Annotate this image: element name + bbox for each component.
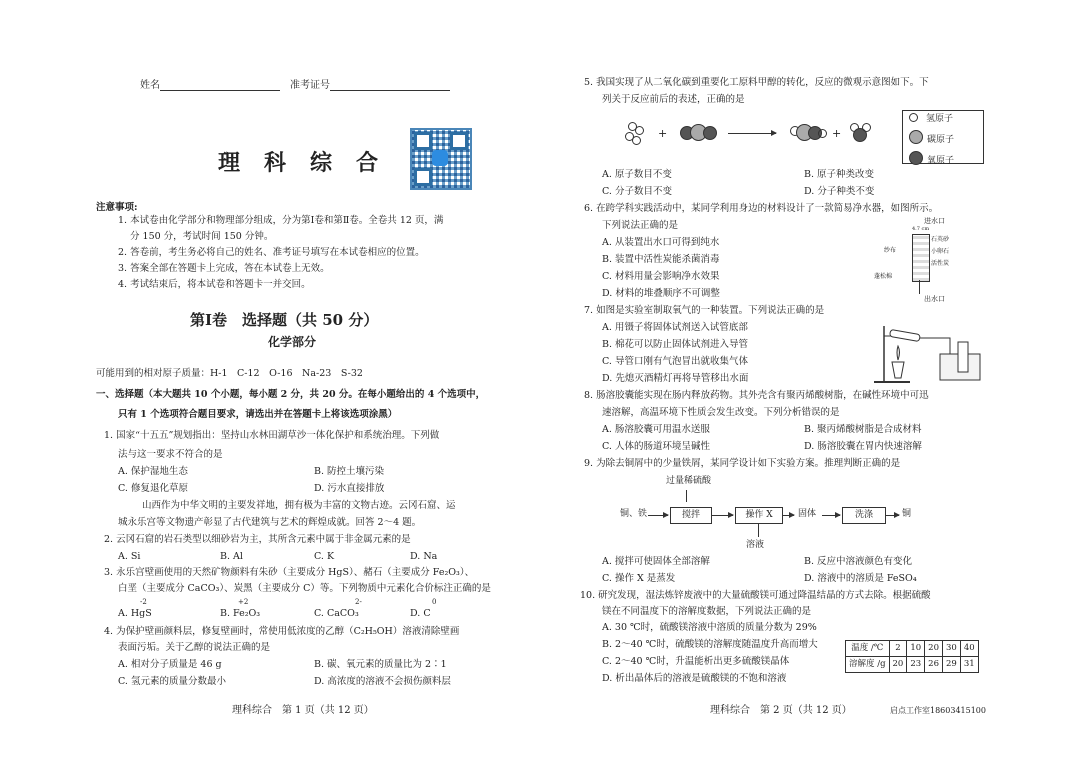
q7-option-c: C. 导管口刚有气泡冒出就收集气体: [602, 356, 748, 367]
q3-option-c: C. CaCO₃: [314, 608, 359, 619]
q8-option-a: A. 肠溶胶囊可用温水送服: [602, 424, 710, 435]
q4-option-d: D. 高浓度的溶液不会损伤颜料层: [314, 676, 451, 687]
passage-2: 城永乐宫等文物遗产彰显了古代建筑与艺术的辉煌成就。回答 2～4 题。: [118, 517, 422, 528]
q2-option-c: C. K: [314, 551, 335, 562]
q8-option-d: D. 肠溶胶囊在胃内快速溶解: [804, 441, 922, 452]
filter-column: [912, 234, 930, 282]
q8-stem-2: 速溶解，高温环境下性质会发生改变。下列分析错误的是: [602, 407, 840, 418]
q1-option-c: C. 修复退化草原: [118, 483, 188, 494]
q10-option-b: B. 2～40 ℃时，硫酸镁的溶解度随温度升高而增大: [602, 639, 818, 650]
q10-option-d: D. 析出晶体后的溶液是硫酸镁的不饱和溶液: [602, 673, 787, 684]
name-line: [160, 80, 280, 91]
flow-reagent-label: 过量稀硫酸: [666, 476, 712, 486]
notice-4: 4. 考试结束后，将本试卷和答题卡一并交回。: [118, 279, 311, 290]
plus-icon: +: [832, 127, 842, 140]
q10-option-a: A. 30 ℃时，硫酸镁溶液中溶质的质量分数为 29%: [602, 622, 817, 633]
q4-option-c: C. 氢元素的质量分数最小: [118, 676, 226, 687]
oxygen-apparatus-figure: [870, 322, 985, 384]
q2-stem: 2. 云冈石窟的岩石类型以细砂岩为主，其所含元素中属于非金属元素的是: [104, 534, 411, 545]
qr-corner: [450, 132, 468, 150]
q9-option-d: D. 溶液中的溶质是 FeSO₄: [804, 573, 917, 584]
layer-quartz-label: 石英砂: [931, 236, 950, 243]
flow-output-label: 铜: [902, 509, 912, 519]
reaction-arrow-icon: [728, 133, 776, 134]
flow-input-label: 铜、铁: [620, 509, 648, 519]
id-field: [290, 80, 450, 91]
notice-1b: 分 150 分，考试时间 150 分钟。: [130, 231, 274, 242]
layer-cotton-label: 蓬松棉: [874, 273, 893, 280]
q2-option-a: A. Si: [118, 551, 141, 562]
oxygen-atom: [703, 126, 717, 140]
q8-stem: 8. 肠溶胶囊能实现在肠内释放药物。其外壳含有聚丙烯酸树脂，在碱性环境中可迅: [584, 390, 929, 401]
notice-1: 1. 本试卷由化学部分和物理部分组成，分为第Ⅰ卷和第Ⅱ卷。全卷共 12 页，满: [118, 215, 444, 226]
qr-corner: [414, 168, 432, 186]
q3-mark-a: -2: [140, 598, 147, 606]
q3-option-a: A. HgS: [118, 608, 152, 619]
q6-stem-2: 下列说法正确的是: [602, 220, 679, 231]
temperature-row: [846, 641, 979, 657]
legend-hydrogen-label: 氢原子: [926, 114, 954, 124]
q5-option-b: B. 原子种类改变: [804, 169, 875, 180]
filter-inlet-label: 进水口: [924, 217, 945, 225]
flow-arrow-icon: [822, 515, 840, 516]
q4-option-b: B. 碳、氧元素的质量比为 2∶1: [314, 659, 447, 670]
q5-option-c: C. 分子数目不变: [602, 186, 672, 197]
q9-option-a: A. 搅拌可使固体全部溶解: [602, 556, 710, 567]
q10-stem-2: 镁在不同温度下的溶解度数据，下列说法正确的是: [602, 606, 812, 617]
layer-pebble-label: 小卵石: [931, 248, 950, 255]
q9-option-c: C. 操作 X 是蒸发: [602, 573, 676, 584]
table-cell: 31: [960, 657, 978, 673]
name-field: [140, 80, 280, 91]
flow-solid-label: 固体: [798, 509, 817, 519]
legend-oxygen-label: 氧原子: [927, 156, 955, 166]
table-cell: 2: [889, 641, 907, 657]
table-cell: 20: [889, 657, 907, 673]
q3-mark-d: 0: [432, 598, 437, 606]
hydrogen-atom: [862, 123, 871, 132]
instructions-1: 一、选择题（本大题共 10 个小题，每小题 2 分，共 20 分。在每小题给出的 4 个选项中，: [96, 389, 486, 400]
table-cell: 10: [907, 641, 925, 657]
table-cell: 20: [925, 641, 943, 657]
table-cell: 40: [960, 641, 978, 657]
flow-solution-line: [758, 523, 759, 537]
passage-1: 山西作为中华文明的主要发祥地，拥有极为丰富的文物古迹。云冈石窟、运: [142, 500, 456, 511]
legend-oxygen: [909, 149, 983, 170]
outlet-pipe: [919, 280, 920, 294]
hydrogen-atom: [818, 129, 827, 138]
notice-2: 2. 答卷前，考生务必将自己的姓名、准考证号填写在本试卷相应的位置。: [118, 247, 425, 258]
hydrogen-atom: [632, 136, 641, 145]
legend-carbon-label: 碳原子: [927, 135, 955, 145]
hydrogen-atom: [909, 113, 918, 122]
q7-option-d: D. 先熄灭酒精灯再将导管移出水面: [602, 373, 749, 384]
right-footer: 理科综合 第 2 页（共 12 页）: [710, 705, 852, 716]
flow-wash-box: 洗涤: [842, 507, 886, 524]
flow-arrow-icon: [648, 515, 668, 516]
flow-solution-label: 溶液: [746, 540, 765, 550]
flow-stir-box: 搅拌: [670, 507, 712, 524]
atomic-mass: 可能用到的相对原子质量：H-1 C-12 O-16 Na-23 S-32: [96, 368, 363, 379]
solubility-row: [846, 657, 979, 673]
table-cell: 23: [907, 657, 925, 673]
qr-corner: [414, 132, 432, 150]
q3-option-b: B. Fe₂O₃: [220, 608, 261, 619]
notice-3: 3. 答案全部在答题卡上完成，答在本试卷上无效。: [118, 263, 330, 274]
flow-arrow-icon: [711, 515, 733, 516]
q3-option-d: D. C: [410, 608, 431, 619]
q1-option-d: D. 污水直接排放: [314, 483, 385, 494]
q4-option-a: A. 相对分子质量是 46 g: [118, 659, 222, 670]
q6-option-b: B. 装置中活性炭能杀菌消毒: [602, 254, 720, 265]
q7-option-b: B. 棉花可以防止固体试剂进入导管: [602, 339, 749, 350]
q1-stem-2: 法与这一要求不符合的是: [118, 449, 223, 460]
q3-mark-b: +2: [238, 598, 249, 606]
carbon-atom: [909, 130, 923, 144]
flow-down-line: [686, 490, 687, 502]
q2-option-d: D. Na: [410, 551, 438, 562]
layer-carbon-label: 活性炭: [931, 260, 950, 267]
instructions-2: 只有 1 个选项符合题目要求，请选出并在答题卡上将该选项涂黑）: [118, 409, 398, 420]
studio-credit: 启点工作室18603415100: [890, 706, 986, 715]
section-title: 第Ⅰ卷 选择题（共 50 分）: [190, 311, 379, 329]
plus-icon: +: [658, 127, 668, 140]
solubility-table: [845, 640, 979, 673]
id-label: 准考证号: [290, 80, 330, 91]
q6-option-d: D. 材料的堆叠顺序不可调整: [602, 288, 720, 299]
q10-stem: 10. 研究发现，湿法炼锌废液中的大量硫酸镁可通过降温结晶的方式去除。根据硫酸: [580, 590, 931, 601]
hydrogen-atom: [635, 126, 644, 135]
q4-stem: 4. 为保护壁画颜料层，修复壁画时，常使用低浓度的乙醇（C₂H₅OH）溶液清除壁画: [104, 626, 460, 637]
q10-option-c: C. 2～40 ℃时，升温能析出更多硫酸镁晶体: [602, 656, 790, 667]
q6-option-c: C. 材料用量会影响净水效果: [602, 271, 720, 282]
q3-stem: 3. 永乐宫壁画使用的天然矿物颜料有朱砂（主要成分 HgS）、赭石（主要成分 Fe₂O₃）、: [104, 567, 475, 578]
id-line: [330, 80, 450, 91]
notice-title: 注意事项:: [96, 202, 138, 213]
q7-option-a: A. 用镊子将固体试剂送入试管底部: [602, 322, 748, 333]
left-footer: 理科综合 第 1 页（共 12 页）: [232, 705, 374, 716]
right-page: [540, 0, 1080, 764]
q5-stem: 5. 我国实现了从二氧化碳到重要化工原料甲醇的转化，反应的微观示意图如下。下: [584, 77, 929, 88]
q8-option-b: B. 聚丙烯酸树脂是合成材料: [804, 424, 922, 435]
atom-legend: [902, 110, 984, 164]
flow-arrow-icon: [782, 515, 794, 516]
q6-option-a: A. 从装置出水口可得到纯水: [602, 237, 720, 248]
q7-stem: 7. 如图是实验室制取氧气的一种装置。下列说法正确的是: [584, 305, 825, 316]
q5-stem-2: 列关于反应前后的表述，正确的是: [602, 94, 745, 105]
flow-operation-x-box: 操作 X: [735, 507, 783, 524]
name-label: 姓名: [140, 80, 160, 91]
exam-title: 理科综合: [218, 150, 403, 176]
q9-stem: 9. 为除去铜屑中的少量铁屑，某同学设计如下实验方案。推理判断正确的是: [584, 458, 901, 469]
q2-option-b: B. Al: [220, 551, 243, 562]
q5-option-a: A. 原子数目不变: [602, 169, 672, 180]
layer-gauze-label: 纱布: [884, 247, 897, 254]
filter-outlet-label: 出水口: [924, 295, 945, 303]
flow-arrow-icon: [885, 515, 899, 516]
q5-option-d: D. 分子种类不变: [804, 186, 875, 197]
table-cell: 26: [925, 657, 943, 673]
q6-stem: 6. 在跨学科实践活动中，某同学利用身边的材料设计了一款简易净水器，如图所示。: [584, 203, 939, 214]
legend-hydrogen: [909, 111, 983, 128]
table-cell: 溶解度 /g: [846, 657, 890, 673]
q1-option-b: B. 防控土壤污染: [314, 466, 385, 477]
table-cell: 30: [943, 641, 961, 657]
q1-option-a: A. 保护湿地生态: [118, 466, 188, 477]
legend-carbon: [909, 128, 983, 149]
q1-stem: 1. 国家“十五五”规划指出：坚持山水林田湖草沙一体化保护和系统治理。下列做: [104, 430, 440, 441]
oxygen-atom: [909, 151, 923, 165]
qr-logo-icon: [432, 150, 448, 166]
subsection-title: 化学部分: [268, 335, 317, 349]
table-cell: 温度 /℃: [846, 641, 890, 657]
filter-width-label: 4.7 cm: [912, 226, 930, 232]
q8-option-c: C. 人体的肠道环境呈碱性: [602, 441, 710, 452]
q4-stem-2: 表面污垢。关于乙醇的说法正确的是: [118, 642, 271, 653]
qr-code: [410, 128, 472, 190]
table-cell: 29: [943, 657, 961, 673]
q9-option-b: B. 反应中溶液颜色有变化: [804, 556, 913, 567]
q3-mark-c: 2-: [355, 598, 362, 606]
q3-stem-2: 白垩（主要成分 CaCO₃）、炭黑（主要成分 C）等。下列物质中元素化合价标注正确的是: [118, 583, 491, 594]
